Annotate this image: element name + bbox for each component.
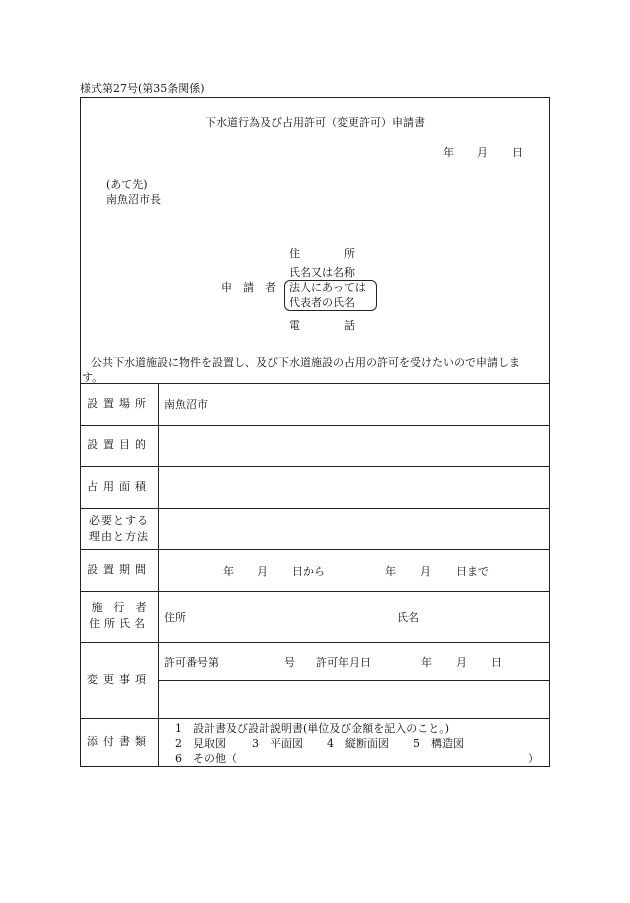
attachment-item-4-number: 4 [327,737,334,750]
table-top-line [80,383,550,384]
attachment-item-2-number: 2 [175,737,182,750]
contractor-name-label: 氏名 [397,611,419,624]
applicant-name-bracket [284,280,377,311]
permit-date-day: 日 [491,656,502,669]
attachment-item-5-number: 5 [413,737,420,750]
row-divider [80,466,550,467]
applicant-address-label: 住 所 [289,247,355,260]
date-month: 月 [477,146,488,159]
row-divider [80,642,550,643]
period-from-month: 月 [257,565,268,578]
attachment-item-6: その他（ [193,752,237,765]
permit-number-label: 許可番号第 [164,656,219,669]
period-from-suffix: 日から [292,565,325,578]
date-year: 年 [443,146,454,159]
statement-line2: す。 [82,371,104,384]
period-to-suffix: 日まで [456,565,489,578]
attachment-item-6-close: ） [528,752,539,765]
addressee-prefix: (あて先) [106,178,148,191]
changes-label: 変更事項 [87,673,151,686]
attachment-item-3-number: 3 [252,737,259,750]
form-title: 下水道行為及び占用許可（変更許可）申請書 [205,116,425,129]
attachment-item-1: 設計書及び設計説明書(単位及び金額を記入のこと。) [193,722,450,735]
period-to-month: 月 [420,565,431,578]
attachment-item-1-number: 1 [175,722,182,735]
period-to-year: 年 [385,565,396,578]
location-label: 設置場所 [87,397,151,410]
area-label: 占用面積 [87,480,151,493]
row-divider [80,591,550,592]
permit-date-label: 許可年月日 [316,656,371,669]
applicant-name-line3: 代表者の氏名 [289,296,355,309]
permit-date-year: 年 [421,656,432,669]
contractor-label-line2: 住所氏名 [89,617,149,630]
permit-date-month: 月 [456,656,467,669]
form-number: 様式第27号(第35条関係) [80,82,205,95]
period-label: 設置期間 [87,563,151,576]
applicant-name-line1: 氏名又は名称 [289,266,355,279]
table-column-divider [158,383,159,767]
purpose-label: 設置目的 [87,438,151,451]
attachment-item-3: 平面図 [270,737,303,750]
applicant-phone-label: 電 話 [289,319,355,332]
attachment-item-6-number: 6 [175,752,182,765]
attachment-item-4: 縦断面図 [345,737,389,750]
applicant-label: 申 請 者 [221,281,276,294]
attachment-item-5: 構造図 [431,737,464,750]
applicant-name-line2: 法人にあっては [289,281,366,294]
row-divider [80,425,550,426]
changes-subrow-divider [158,680,550,681]
attachment-item-2: 見取図 [193,737,226,750]
contractor-label-line1: 施 行 者 [91,601,147,614]
addressee-name: 南魚沼市長 [106,193,161,206]
row-divider [80,549,550,550]
statement-line1: 公共下水道施設に物件を設置し、及び下水道施設の占用の許可を受けたいので申請しま [91,356,520,369]
attachments-label: 添付書類 [87,735,151,748]
contractor-address-label: 住所 [164,611,186,624]
reason-label-line2: 理由と方法 [89,530,149,543]
date-day: 日 [512,146,523,159]
permit-number-suffix: 号 [284,656,295,669]
row-divider [80,508,550,509]
location-value: 南魚沼市 [164,398,208,411]
period-from-year: 年 [223,565,234,578]
row-divider [80,718,550,719]
reason-label-line1: 必要とする [89,514,149,527]
